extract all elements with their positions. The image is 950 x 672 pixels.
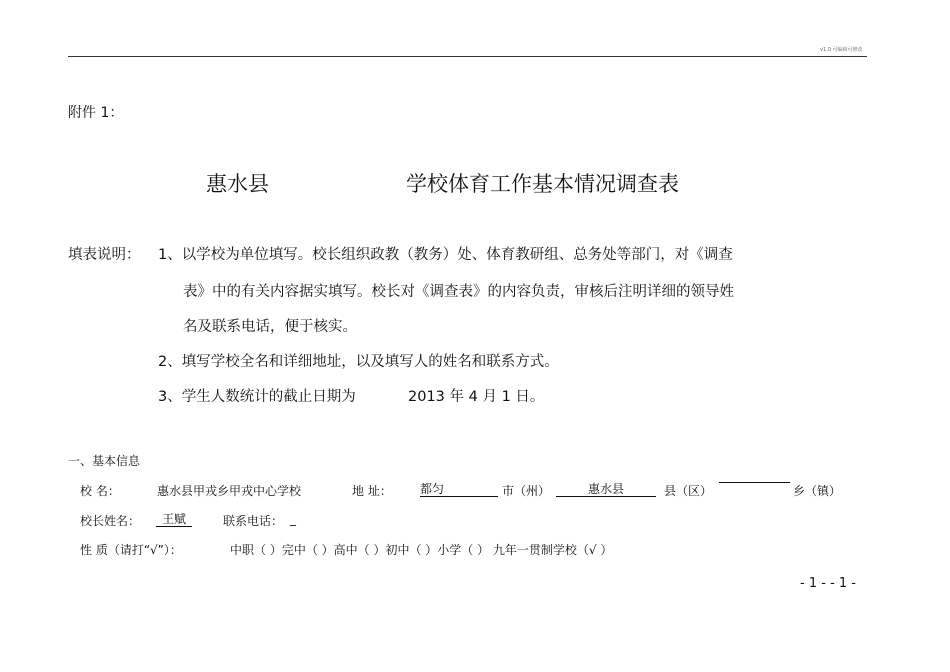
township-suffix: 乡（镇） xyxy=(793,484,842,498)
school-name-value[interactable]: 惠水县甲戎乡甲戎中心学校 xyxy=(157,484,302,498)
school-name-label: 校 名： xyxy=(80,484,120,498)
address-label: 地 址： xyxy=(352,484,392,498)
page-number: - 1 - - 1 - xyxy=(800,576,856,591)
header-rule xyxy=(68,56,867,57)
title-county: 惠水县 xyxy=(206,172,269,196)
page-title: 学校体育工作基本情况调查表 xyxy=(406,172,679,196)
instruction-1-line-1: 1、以学校为单位填写。校长组织政教（教务）处、体育教研组、总务处等部门，对《调查 xyxy=(158,247,733,263)
phone-field[interactable]: _ xyxy=(290,512,296,526)
instruction-2: 2、填写学校全名和详细地址，以及填写人的姓名和联系方式。 xyxy=(158,354,559,370)
city-suffix: 市（州） xyxy=(502,484,551,498)
phone-label: 联系电话： xyxy=(223,514,284,528)
township-field[interactable] xyxy=(719,482,790,483)
instruction-3-prefix: 3、学生人数统计的截止日期为 xyxy=(158,389,356,405)
instruction-1-line-2: 表》中的有关内容据实填写。校长对《调查表》的内容负责，审核后注明详细的领导姓 xyxy=(183,284,734,300)
instruction-3-date: 2013 年 4 月 1 日。 xyxy=(408,389,545,405)
nature-label: 性 质（请打“√”）： xyxy=(80,543,182,557)
header-version: v1.0 可编辑可修改 xyxy=(820,47,863,53)
principal-name-field[interactable]: 王赋 xyxy=(156,512,192,527)
attachment-label: 附件 1： xyxy=(68,105,124,121)
county-suffix: 县（区） xyxy=(664,484,713,498)
nature-options[interactable]: 中职（ ）完中（ ）高中（ ）初中（ ）小学（ ） 九年一贯制学校（√ ） xyxy=(230,543,613,557)
city-field[interactable]: 都匀 xyxy=(420,482,498,497)
instruction-1-line-3: 名及联系电话，便于核实。 xyxy=(183,319,357,335)
county-field[interactable]: 惠水县 xyxy=(556,482,656,497)
principal-label: 校长姓名： xyxy=(80,514,141,528)
instructions-label: 填表说明： xyxy=(68,247,141,263)
section-basic-info-title: 一、基本信息 xyxy=(68,454,141,468)
